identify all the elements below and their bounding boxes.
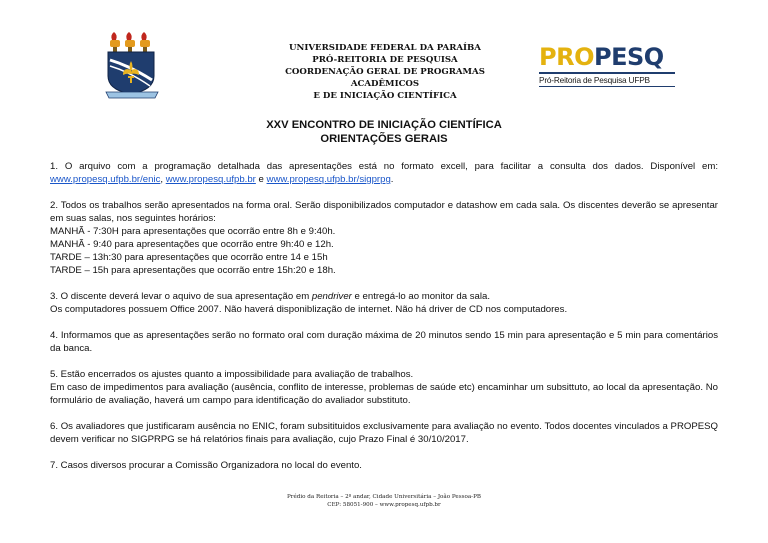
logo-pro: PRO (539, 43, 594, 71)
item-1 (50, 160, 718, 186)
propesq-logo (539, 44, 677, 89)
item-6 (50, 420, 718, 446)
logo-divider (539, 72, 675, 74)
item-1-text: 1. O arquivo com a programação detalhada das apresentações está no formato excell, para facilitar a consulta dos dados. Disponível em: (50, 161, 718, 172)
coordination-name: COORDENAÇÃO GERAL DE PROGRAMAS ACADÊMICOS (285, 67, 485, 89)
item-6-text: 6. Os avaliadores que justificaram ausência no ENIC, foram subsitituidos exclusivamente para avaliação no evento. Todos docentes vinculados a PROPESQ devem verificar no SIGPRPG se há relatórios finais para avaliação, cujo Prazo Final é 30/10/2017. (50, 421, 718, 445)
schedule-line: TARDE – 13h:30 para apresentações que ocorrão entre 14 e 15h (50, 252, 328, 263)
item-2 (50, 199, 718, 277)
item-4-text: 4. Informamos que as apresentações serão no formato oral com duração máxima de 20 minutos sendo 15 min para apresentação e 5 min para comentários da banca. (50, 330, 718, 354)
footer-contact: CEP: 58051-900 – www.propesq.ufpb.br (327, 502, 441, 508)
propesq-wordmark (539, 44, 677, 70)
item-3-line-2: Os computadores possuem Office 2007. Não haverá disponiblização de internet. Não há driver de CD nos computadores. (50, 304, 568, 315)
item-3 (50, 290, 718, 316)
item-3-line-1 (50, 290, 718, 303)
item-2-text: 2. Todos os trabalhos serão apresentados na forma oral. Serão disponibilizados computador e datashow em cada sala. Os discentes deverão se apresentar em suas salas, nos seguintes horários: (50, 200, 718, 224)
item-3-text: 3. O discente deverá levar o aquivo de sua apresentação em (50, 291, 312, 302)
footer-address: Prédio da Reitoria – 2º andar, Cidade Universitária – João Pessoa-PB (287, 494, 481, 500)
item-5-line-2: Em caso de impedimentos para avaliação (ausência, conflito de interesse, problemas de saúde etc) encaminhar um subsittuto, ao local da apresentação. No formulário de avaliação, haverá um campo para identificação do avaliador substituto. (50, 382, 718, 406)
separator: e (255, 174, 267, 185)
logo-underline (539, 86, 675, 88)
item-7-text: 7. Casos diversos procurar a Comissão Organizadora no local do evento. (50, 460, 362, 471)
institution-header (250, 42, 520, 102)
item-5 (50, 368, 718, 407)
pro-rectory-name: PRÓ-REITORIA DE PESQUISA (312, 55, 458, 65)
separator: , (160, 174, 166, 185)
item-7 (50, 459, 718, 472)
event-title: XXV ENCONTRO DE INICIAÇÃO CIENTÍFICA (266, 119, 502, 131)
page-footer (0, 493, 768, 509)
link-sigprpg[interactable]: www.propesq.ufpb.br/sigprpg (266, 174, 391, 185)
ufpb-crest-icon (104, 30, 162, 102)
logo-pesq: PESQ (593, 43, 664, 71)
university-name: UNIVERSIDADE FEDERAL DA PARAÍBA (289, 43, 481, 53)
item-5-line-1: 5. Estão encerrados os ajustes quanto a impossibilidade para avaliação de trabalhos. (50, 369, 414, 380)
pendriver-term: pendriver (311, 291, 352, 302)
logo-subtitle: Pró-Reitoria de Pesquisa UFPB (539, 74, 650, 85)
schedule-line: MANHÃ - 9:40 para apresentações que ocorrão entre 9h:40 e 12h. (50, 239, 334, 250)
item-3-text-end: e entregá-lo ao monitor da sala. (351, 291, 490, 302)
schedule-line: MANHÃ - 7:30H para apresentações que ocorrão entre 8h e 9:40h. (50, 226, 336, 237)
period: . (390, 174, 394, 185)
page-title (0, 118, 768, 146)
link-propesq[interactable]: www.propesq.ufpb.br (165, 174, 256, 185)
document-body (50, 160, 718, 485)
schedule-line: TARDE – 15h para apresentações que ocorrão entre 15h:20 e 18h. (50, 265, 336, 276)
section-title: ORIENTAÇÕES GERAIS (320, 133, 448, 145)
item-4 (50, 329, 718, 355)
link-enic[interactable]: www.propesq.ufpb.br/enic (50, 174, 161, 185)
coordination-name-cont: E DE INICIAÇÃO CIENTÍFICA (313, 91, 457, 101)
